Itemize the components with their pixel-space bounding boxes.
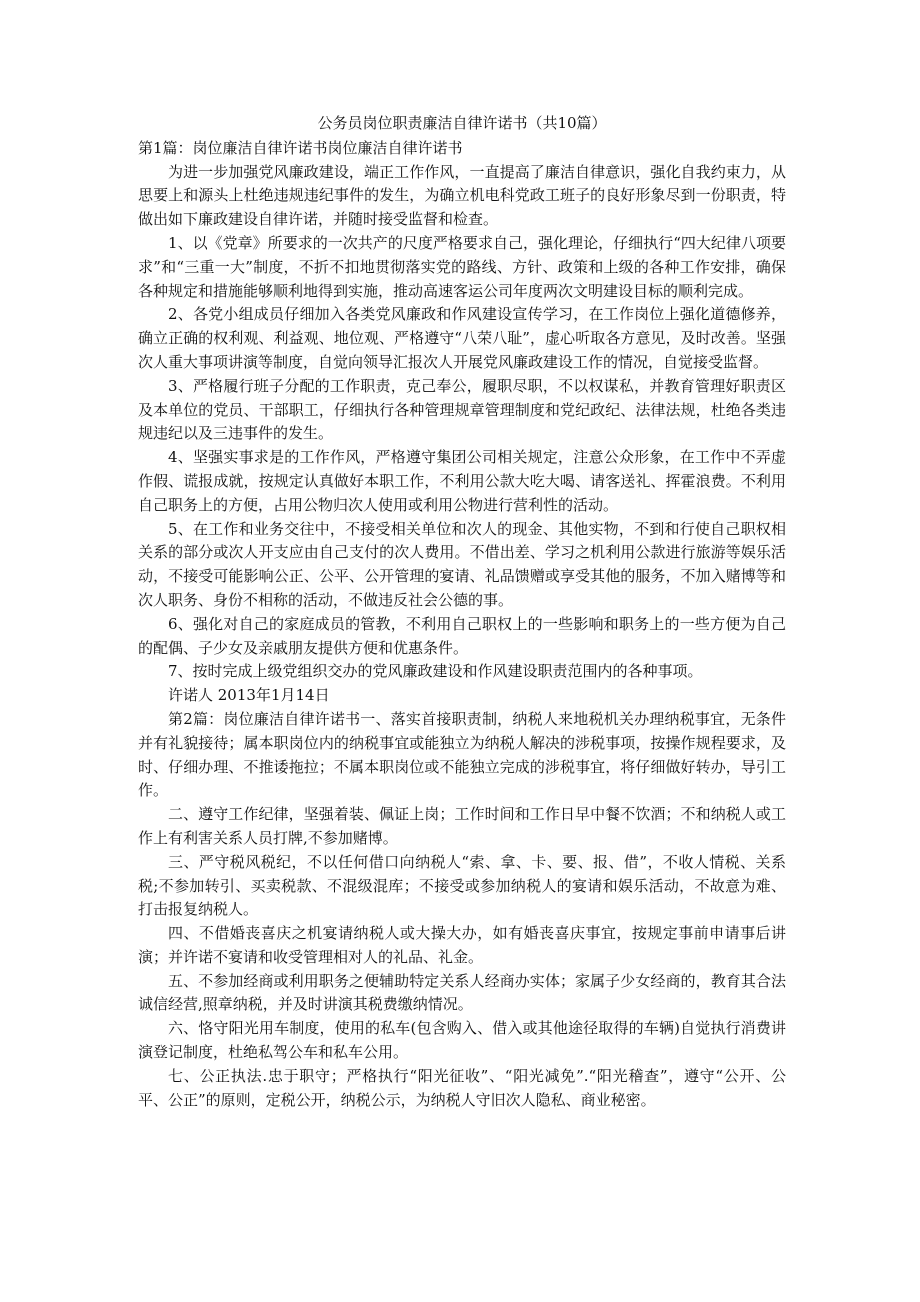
part2-paragraph: 二、遵守工作纪律，坚强着装、佩证上岗；工作时间和工作日早中餐不饮酒；不和纳税人或工作上有利害关系人员打牌,不参加赌博。 bbox=[138, 805, 786, 847]
part2-paragraph: 四、不借婚丧喜庆之机宴请纳税人或大操大办，如有婚丧喜庆事宜，按规定事前申请事后讲演；并许诺不宴请和收受管理相对人的礼品、礼金。 bbox=[138, 924, 786, 966]
part2-paragraph: 六、恪守阳光用车制度，使用的私车(包含购入、借入或其他途径取得的车辆)自觉执行消费讲演登记制度，杜绝私驾公车和私车公用。 bbox=[138, 1019, 786, 1062]
paragraph: 6、强化对自己的家庭成员的管教，不利用自己职权上的一些影响和职务上的一些方便为自己的配偶、子少女及亲戚朋友提供方便和优惠条件。 bbox=[138, 614, 786, 657]
signature-line: 许诺人 2013年1月14日 bbox=[168, 686, 330, 705]
paragraph: 4、坚强实事求是的工作作风，严格遵守集团公司相关规定，注意公众形象，在工作中不弄虚作假、谎报成就，按规定认真做好本职工作，不利用公款大吃大喝、请客送礼、挥霍浪费。不利用自己职务上的方便，占用公物归次人使用或利用公物进行营利性的活动。 bbox=[138, 448, 786, 514]
paragraph: 2、各党小组成员仔细加入各类党风廉政和作风建设宣传学习，在工作岗位上强化道德修养，确立正确的权利观、利益观、地位观、严格遵守“八荣八耻”，虚心听取各方意见，及时改善。坚强次人重大事项讲演等制度，自觉向领导汇报次人开展党风廉政建设工作的情况，自觉接受监督。 bbox=[138, 305, 786, 371]
paragraph: 7、按时完成上级党组织交办的党风廉政建设和作风建设职责范围内的各种事项。 bbox=[168, 662, 703, 681]
document-page bbox=[138, 112, 786, 1112]
paragraph: 3、严格履行班子分配的工作职责，克己奉公，履职尽职，不以权谋私，并教育管理好职责区及本单位的党员、干部职工，仔细执行各种管理规章管理制度和党纪政纪、法律法规，杜绝各类违规违纪以及三违事件的发生。 bbox=[138, 376, 786, 443]
part2-paragraph: 第2篇：岗位廉洁自律许诺书一、落实首接职责制，纳税人来地税机关办理纳税事宜，无条件并有礼貌接待；属本职岗位内的纳税事宜或能独立为纳税人解决的涉税事项，按操作规程要求，及时、仔细办理、不推诿拖拉；不属本职岗位或不能独立完成的涉税事宜，将仔细做好转办，导引工作。 bbox=[138, 709, 786, 800]
document-title: 公务员岗位职责廉洁自律许诺书（共10篇） bbox=[317, 114, 607, 132]
part2-paragraph: 五、不参加经商或利用职务之便辅助特定关系人经商办实体；家属子少女经商的，教育其合法诚信经营,照章纳税，并及时讲演其税费缴纳情况。 bbox=[138, 971, 786, 1014]
part1-heading: 第1篇：岗位廉洁自律许诺书岗位廉洁自律许诺书 bbox=[138, 138, 463, 157]
paragraph: 为进一步加强党风廉政建设，端正工作作风，一直提高了廉洁自律意识，强化自我约束力，从思要上和源头上杜绝违规违纪事件的发生，为确立机电科党政工班子的良好形象尽到一份职责，特做出如下廉政建设自律许诺，并随时接受监督和检查。 bbox=[138, 162, 786, 229]
paragraph: 5、在工作和业务交往中，不接受相关单位和次人的现金、其他实物，不到和行使自己职权相关系的部分或次人开支应由自己支付的次人费用。不借出差、学习之机利用公款进行旅游等娱乐活动，不接受可能影响公正、公平、公开管理的宴请、礼品馈赠或享受其他的服务，不加入赌博等和次人职务、身份不相称的活动，不做违反社会公德的事。 bbox=[138, 519, 786, 609]
part2-paragraph: 三、严守税风税纪，不以任何借口向纳税人“索、拿、卡、要、报、借”，不收人情税、关系税;不参加转引、买卖税款、不混级混库；不接受或参加纳税人的宴请和娱乐活动，不故意为难、打击报复纳税人。 bbox=[138, 852, 786, 919]
part2-paragraph: 七、公正执法.忠于职守；严格执行“阳光征收”、“阳光减免”.“阳光稽查”，遵守“公开、公平、公正”的原则，定税公开，纳税公示，为纳税人守旧次人隐私、商业秘密。 bbox=[138, 1066, 786, 1109]
paragraph: 1、以《党章》所要求的一次共产的尺度严格要求自己，强化理论，仔细执行“四大纪律八项要求”和“三重一大”制度，不折不扣地贯彻落实党的路线、方针、政策和上级的各种工作安排，确保各种规定和措施能够顺利地得到实施，推动高速客运公司年度两次文明建设目标的顺利完成。 bbox=[138, 233, 786, 300]
